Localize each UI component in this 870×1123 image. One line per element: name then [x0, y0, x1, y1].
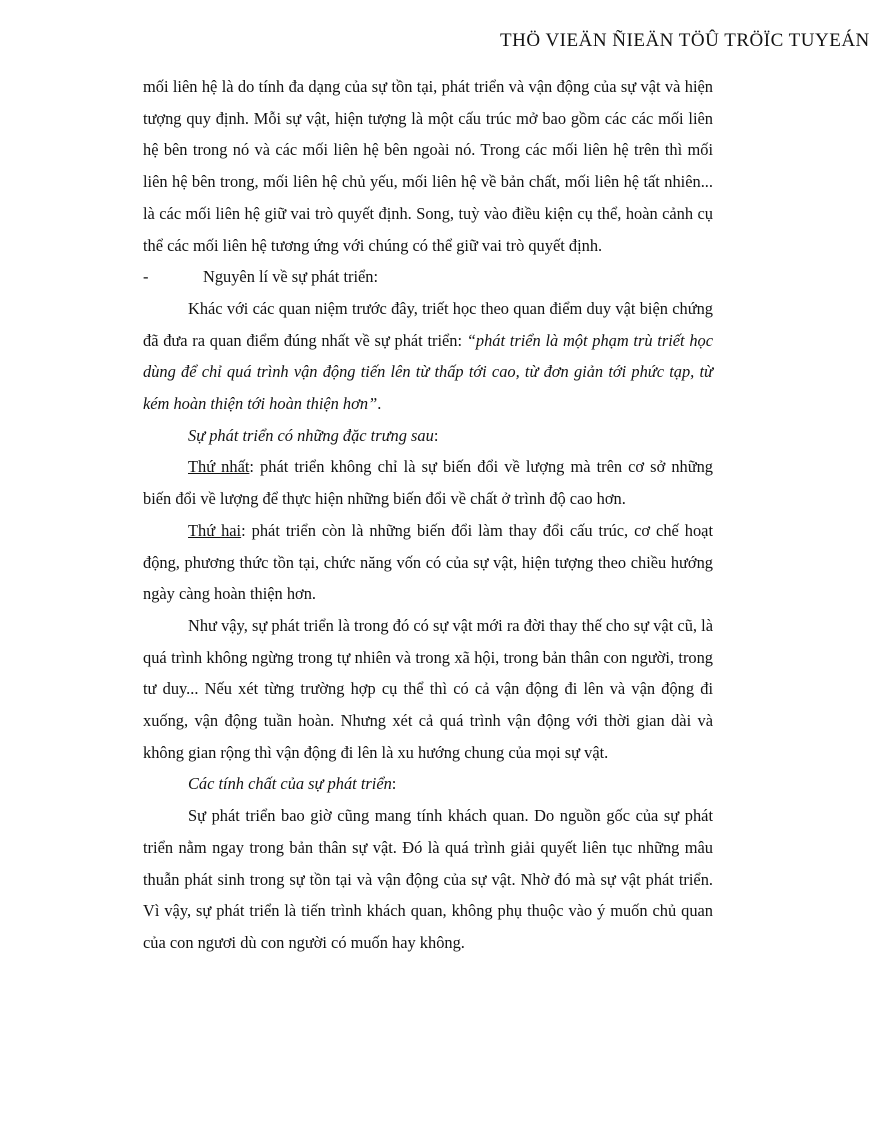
subheading-characteristics-text: Sự phát triển có những đặc trưng sau	[188, 425, 434, 445]
second-text: : phát triển còn là những biến đổi làm thay đổi cấu trúc, cơ chế hoạt động, phương thức tồn tại, chức năng vốn có của sự vật, hiện tượng theo chiều hướng ngày càng hoàn thiện hơn.	[143, 520, 713, 604]
first-label: Thứ nhất	[188, 457, 250, 477]
paragraph-objectivity: Sự phát triển bao giờ cũng mang tính khách quan. Do nguồn gốc của sự phát triển nằm ngay trong bản thân sự vật. Đó là quá trình giải quyết liên tục những mâu thuẫn phát sinh trong sự tồn tại và vận động của sự vật. Nhờ đó mà sự vật phát triển. Vì vậy, sự phát triển là tiến trình khách quan, không phụ thuộc vào ý muốn chủ quan của con ngươi dù con người có muốn hay không.	[143, 806, 713, 952]
subheading-properties	[143, 768, 713, 800]
list-item-label: Nguyên lí về sự phát triển:	[203, 267, 379, 287]
subheading-properties-colon: :	[391, 774, 397, 794]
paragraph-definition	[143, 293, 713, 420]
first-text: : phát triển không chỉ là sự biến đổi về lượng mà trên cơ sở những biến đổi về lượng để thực hiện những biến đổi về chất ở trình độ cao hơn.	[143, 457, 713, 509]
list-item-development-principle: - Nguyên lí về sự phát triển:	[143, 267, 379, 287]
page-header: THÖ VIEÄN ÑIEÄN TÖÛ TRÖÏC TUYEÁN	[500, 30, 870, 51]
paragraph-summary: Như vậy, sự phát triển là trong đó có sự vật mới ra đời thay thế cho sự vật cũ, là quá trình không ngừng trong tự nhiên và trong xã hội, trong bản thân con người, trong tư duy... Nếu xét từng trường hợp cụ thể thì có cả vận động đi lên và vận động đi xuống, vận động tuần hoàn. Nhưng xét cả quá trình vận động với thời gian dài và không gian rộng thì vận động đi lên là xu hướng chung của mọi sự vật.	[143, 615, 713, 762]
definition-end: .	[377, 394, 382, 414]
subheading-properties-text: Các tính chất của sự phát triển	[188, 774, 392, 794]
paragraph-second	[143, 515, 713, 610]
paragraph-relations: mối liên hệ là do tính đa dạng của sự tồn tại, phát triển và vận động của sự vật và hiện tượng quy định. Mỗi sự vật, hiện tượng là một cấu trúc mở bao gồm các các mối liên hệ bên trong nó và các mối liên hệ bên ngoài nó. Trong các mối liên hệ trên thì mối liên hệ bên trong, mối liên hệ chủ yếu, mối liên hệ về bản chất, mối liên hệ tất nhiên... là các mối liên hệ giữ vai trò quyết định. Song, tuỳ vào điều kiện cụ thể, hoàn cảnh cụ thể các mối liên hệ tương ứng với chúng có thể giữ vai trò quyết định.	[143, 77, 713, 255]
subheading-characteristics-colon: :	[433, 425, 439, 445]
definition-quote: “phát triển là một phạm trù triết học dùng để chỉ quá trình vận động tiến lên từ thấp tới cao, từ đơn giản tới phức tạp, từ kém hoàn thiện tới hoàn thiện hơn”	[143, 330, 714, 414]
subheading-characteristics	[143, 420, 713, 452]
definition-intro: Khác với các quan niệm trước đây, triết học theo quan điểm duy vật biện chứng đã đưa ra quan điểm đúng nhất về sự phát triển:	[143, 298, 713, 350]
document-body	[143, 71, 713, 959]
second-label: Thứ hai	[188, 520, 242, 540]
paragraph-first	[143, 451, 713, 514]
